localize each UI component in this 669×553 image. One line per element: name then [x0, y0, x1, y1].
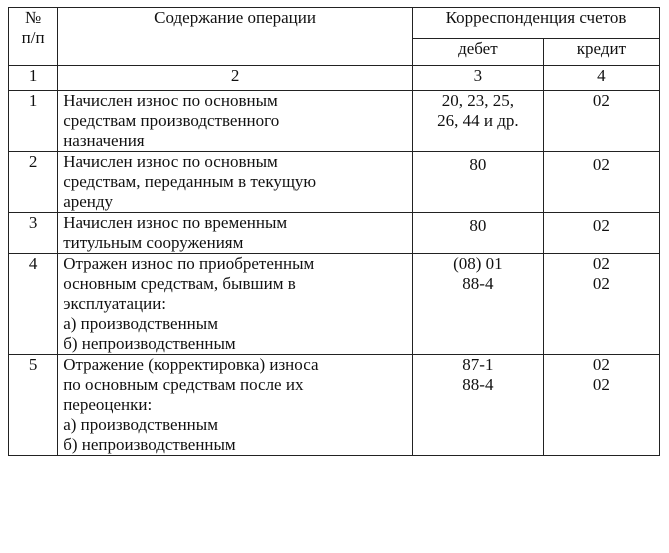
operation-line: аренду	[63, 192, 114, 211]
row-number: 1	[9, 91, 58, 152]
operation-line: основным средствам, бывшим в	[63, 274, 296, 293]
credit-line: 02	[592, 155, 610, 174]
table-row	[9, 254, 660, 355]
credit-line: 02	[592, 254, 610, 273]
operation-line: эксплуатации:	[63, 294, 167, 313]
column-number: 4	[543, 66, 659, 91]
credit-line: 02	[592, 91, 610, 110]
operation-line: Начислен износ по основным	[63, 152, 278, 171]
operation-line: по основным средствам после их	[63, 375, 304, 394]
credit-line: 02	[592, 355, 610, 374]
accounting-table	[8, 7, 660, 456]
row-number: 5	[9, 355, 58, 456]
debit-line: 26, 44 и др.	[437, 111, 519, 130]
header-correspondence: Корреспонденция счетов	[412, 8, 659, 39]
debit-cell	[412, 254, 543, 355]
debit-line: 80	[469, 216, 487, 235]
header-operation: Содержание операции	[58, 8, 413, 66]
column-number: 3	[412, 66, 543, 91]
credit-cell	[543, 355, 659, 456]
debit-line: 80	[469, 155, 487, 174]
operation-cell	[58, 213, 413, 254]
debit-line: 88-4	[462, 375, 494, 394]
operation-cell	[58, 254, 413, 355]
operation-line: титульным сооружениям	[63, 233, 244, 252]
operation-line: переоценки:	[63, 395, 153, 414]
row-number: 2	[9, 152, 58, 213]
operation-line: Отражение (корректировка) износа	[63, 355, 319, 374]
operation-line: а) производственным	[63, 314, 218, 333]
table-row	[9, 152, 660, 213]
operation-line: Начислен износ по временным	[63, 213, 288, 232]
operation-line: Начислен износ по основным	[63, 91, 278, 110]
header-debit: дебет	[412, 39, 543, 66]
operation-line: средствам производственного	[63, 111, 280, 130]
credit-line: 02	[592, 375, 610, 394]
operation-line: б) непроизводственным	[63, 435, 236, 454]
header-num	[9, 8, 58, 66]
operation-line: а) производственным	[63, 415, 218, 434]
table-row	[9, 213, 660, 254]
row-number: 3	[9, 213, 58, 254]
operation-cell	[58, 152, 413, 213]
credit-cell	[543, 213, 659, 254]
header-num-line: п/п	[21, 28, 45, 47]
debit-line: (08) 01	[453, 254, 503, 273]
operation-cell	[58, 355, 413, 456]
header-credit: кредит	[543, 39, 659, 66]
credit-line: 02	[592, 274, 610, 293]
header-num-line: №	[24, 8, 42, 27]
row-number: 4	[9, 254, 58, 355]
credit-cell	[543, 91, 659, 152]
operation-line: б) непроизводственным	[63, 334, 236, 353]
table-row	[9, 355, 660, 456]
column-number-row	[9, 66, 660, 91]
debit-line: 87-1	[462, 355, 494, 374]
credit-cell	[543, 254, 659, 355]
operation-cell	[58, 91, 413, 152]
table-row	[9, 91, 660, 152]
debit-cell	[412, 152, 543, 213]
operation-line: средствам, переданным в текущую	[63, 172, 317, 191]
header-row	[9, 8, 660, 39]
debit-cell	[412, 355, 543, 456]
column-number: 1	[9, 66, 58, 91]
operation-line: Отражен износ по приобретенным	[63, 254, 315, 273]
debit-cell	[412, 91, 543, 152]
debit-cell	[412, 213, 543, 254]
column-number: 2	[58, 66, 413, 91]
credit-line: 02	[592, 216, 610, 235]
debit-line: 88-4	[462, 274, 494, 293]
credit-cell	[543, 152, 659, 213]
debit-line: 20, 23, 25,	[441, 91, 514, 110]
operation-line: назначения	[63, 131, 145, 150]
